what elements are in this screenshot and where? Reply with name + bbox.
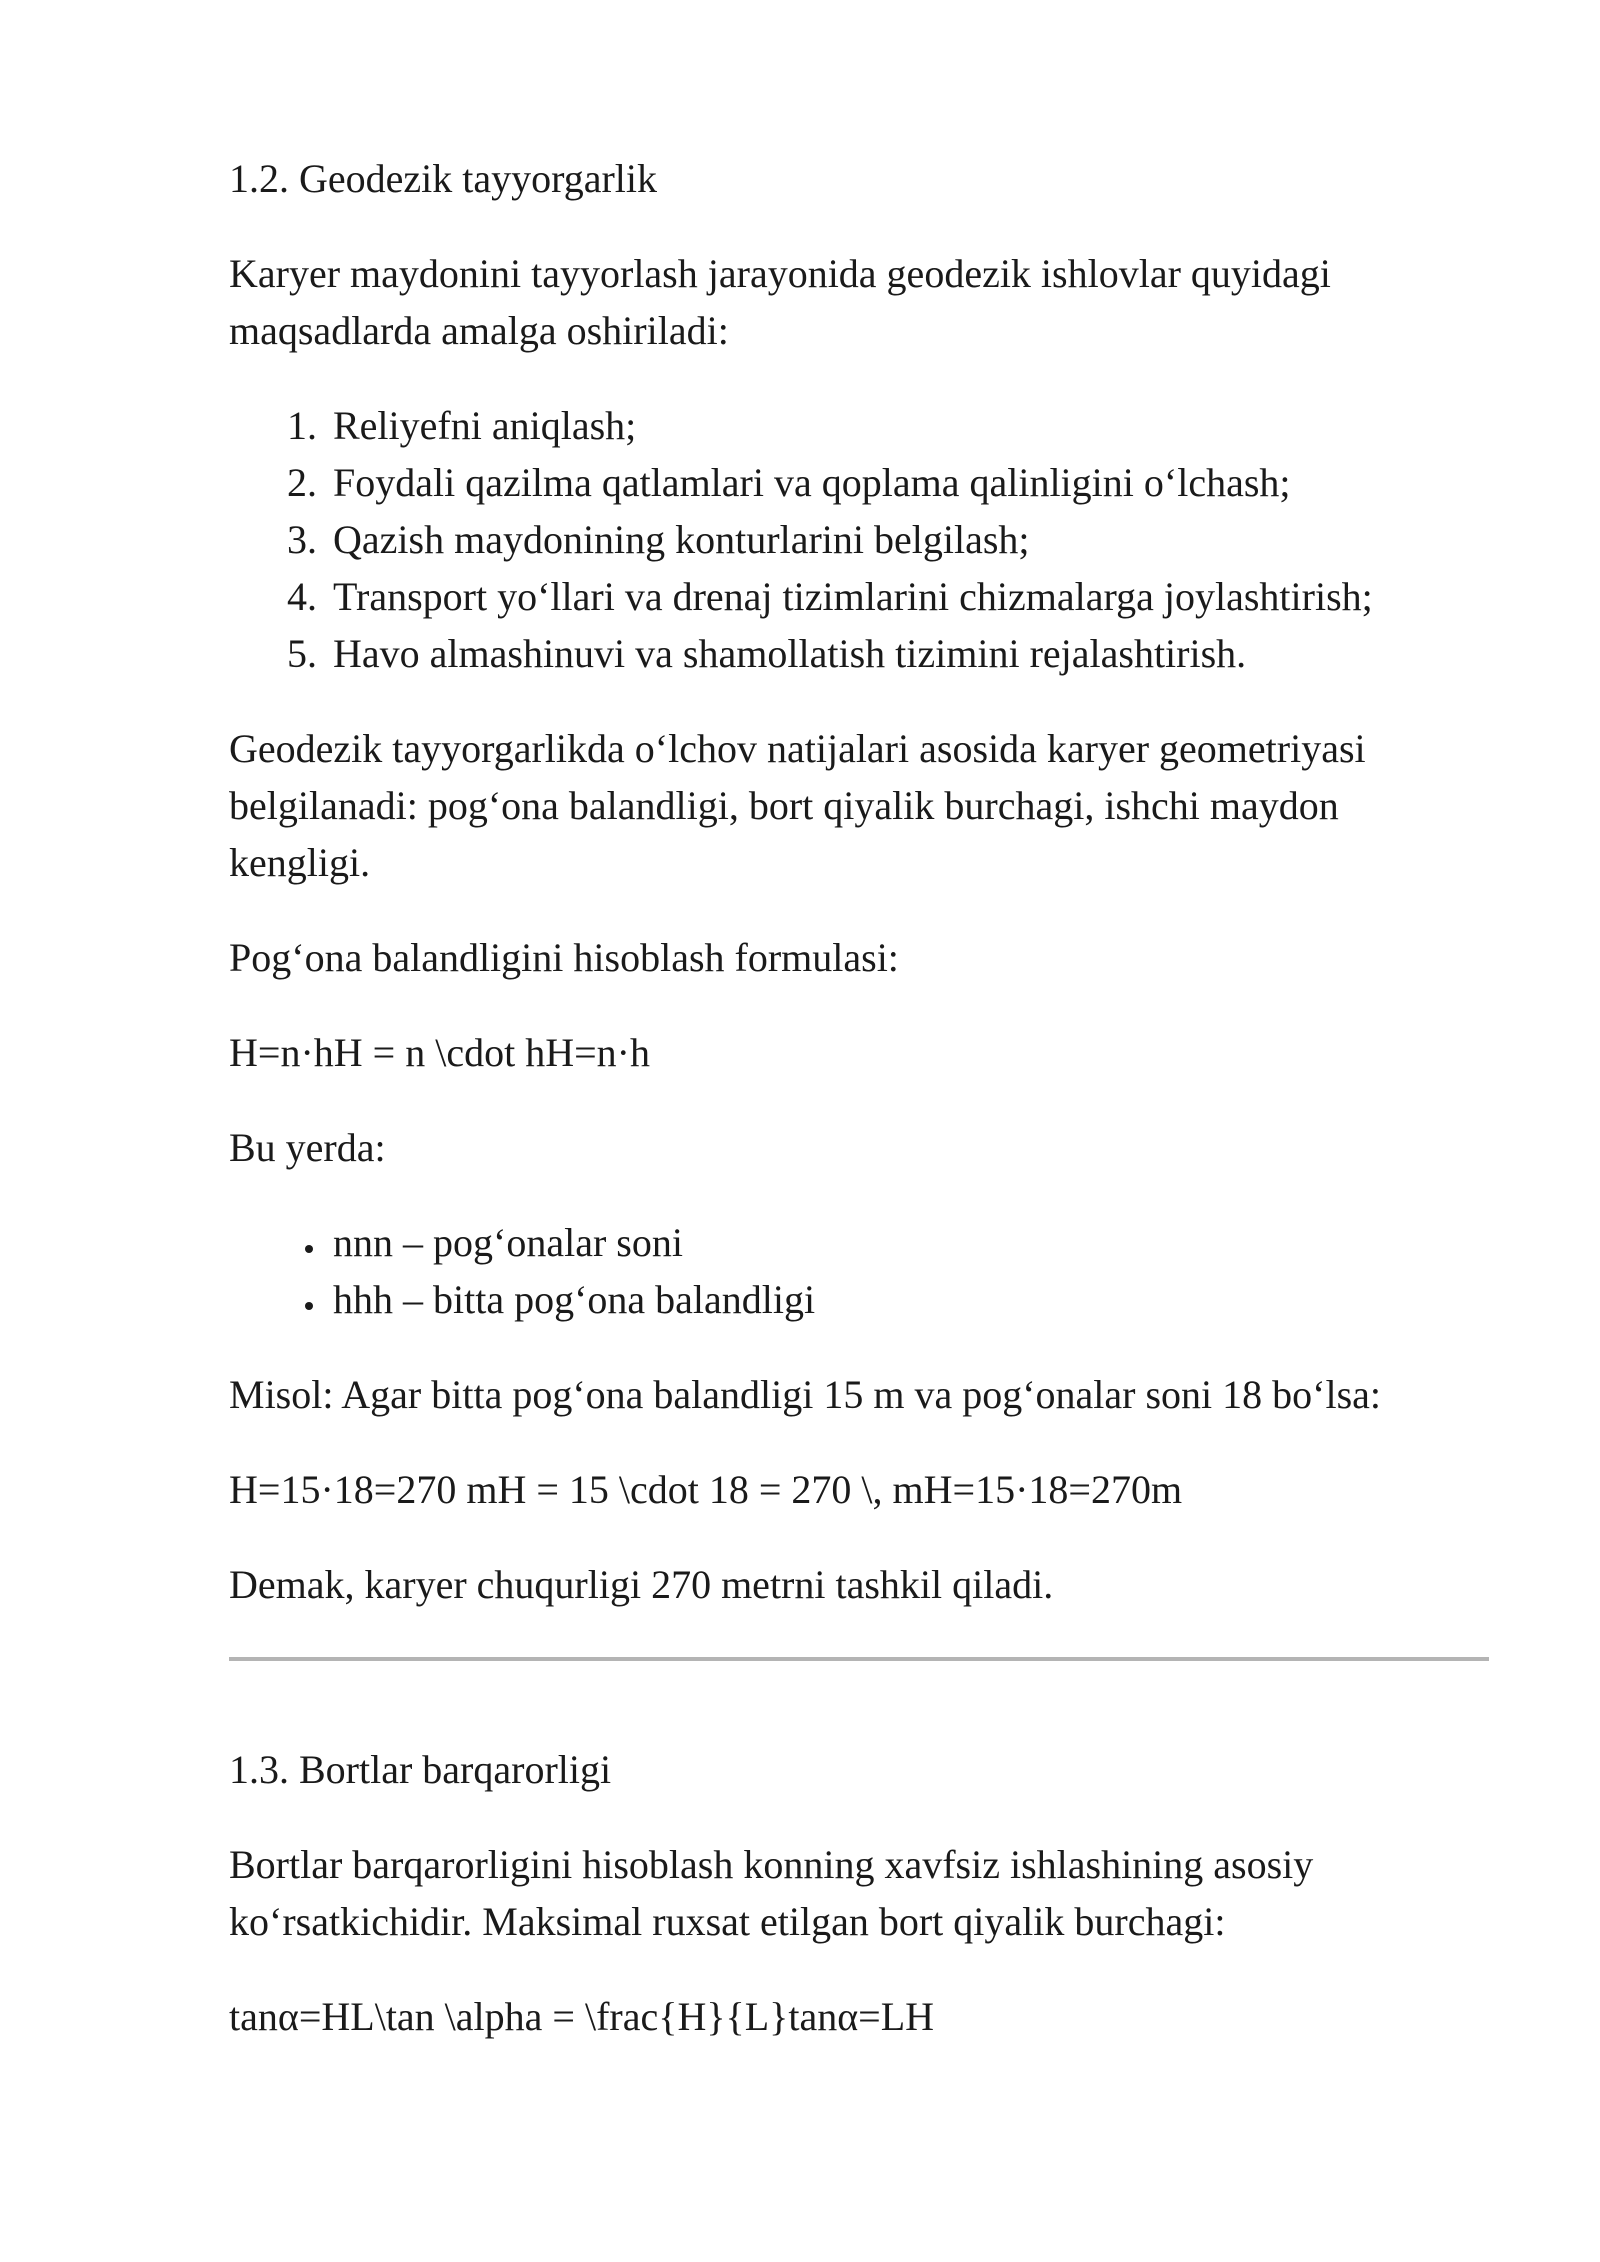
document-page xyxy=(229,150,1489,2045)
section-divider xyxy=(229,1657,1489,1661)
list-item: 2. Foydali qazilma qatlamlari va qoplama qalinligini o‘lchash; xyxy=(327,454,1489,511)
formula-line: tanα=HL\tan \alpha = \frac{H}{L}tanα=LH xyxy=(229,1994,935,2039)
list-item: • nnn – pog‘onalar soni xyxy=(327,1214,1489,1271)
example-formula: H=15·18=270 mH = 15 \cdot 18 = 270 \, mH=15·18=270m xyxy=(229,1467,1183,1512)
list-item: • hhh – bitta pog‘ona balandligi xyxy=(327,1271,1489,1328)
formula-intro: Pog‘ona balandligini hisoblash formulasi: xyxy=(229,935,899,980)
stability-paragraph: Bortlar barqarorligini hisoblash konning xavfsiz ishlashining asosiy ko‘rsatkichidir. Maksimal ruxsat etilgan bort qiyalik burchagi: xyxy=(229,1842,1314,1944)
purpose-list xyxy=(229,397,1489,682)
intro-paragraph: Karyer maydonini tayyorlash jarayonida geodezik ishlovlar quyidagi maqsadlarda amalga oshiriladi: xyxy=(229,251,1331,353)
example-paragraph: Misol: Agar bitta pog‘ona balandligi 15 m va pog‘onalar soni 18 bo‘lsa: xyxy=(229,1372,1382,1417)
list-item: 4. Transport yo‘llari va drenaj tizimlarini chizmalarga joylashtirish; xyxy=(327,568,1489,625)
formula-line: H=n·hH = n \cdot hH=n·h xyxy=(229,1030,650,1075)
geometry-paragraph: Geodezik tayyorgarlikda o‘lchov natijalari asosida karyer geometriyasi belgilanadi: pog‘ona balandligi, bort qiyalik burchagi, ishchi maydon kengligi. xyxy=(229,726,1366,885)
list-item: 3. Qazish maydonining konturlarini belgilash; xyxy=(327,511,1489,568)
list-item: 5. Havo almashinuvi va shamollatish tizimini rejalashtirish. xyxy=(327,625,1489,682)
list-item: 1. Reliyefni aniqlash; xyxy=(327,397,1489,454)
where-label: Bu yerda: xyxy=(229,1125,386,1170)
section-heading: 1.3. Bortlar barqarorligi xyxy=(229,1747,612,1792)
conclusion-paragraph: Demak, karyer chuqurligi 270 metrni tashkil qiladi. xyxy=(229,1562,1054,1607)
variable-list xyxy=(229,1214,1489,1328)
section-heading: 1.2. Geodezik tayyorgarlik xyxy=(229,156,658,201)
